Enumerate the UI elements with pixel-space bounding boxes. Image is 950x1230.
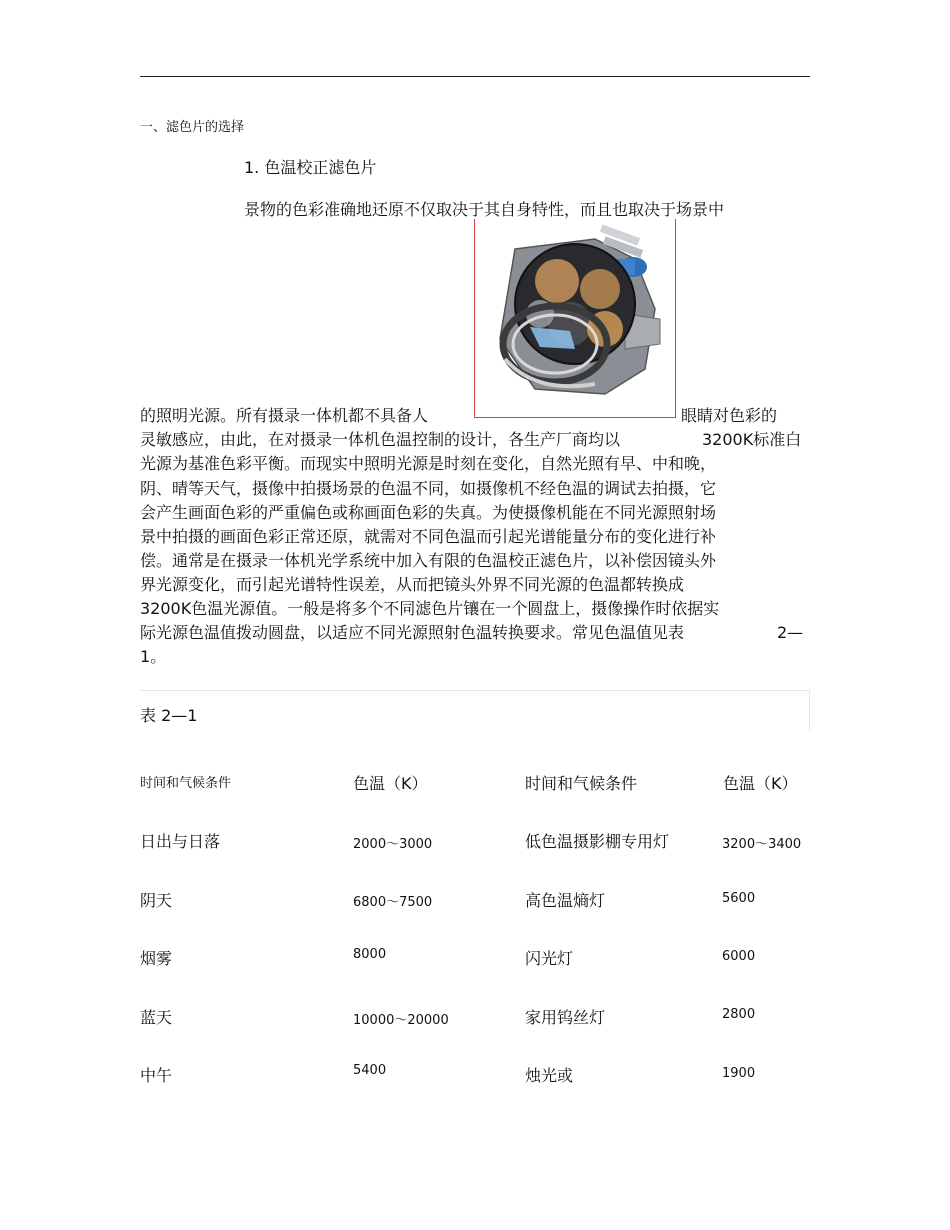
table-cell: 6800～7500: [353, 895, 433, 910]
paragraph-line-10: 3200K色温光源值。一般是将多个不同滤色片镶在一个圆盘上，摄像操作时依据实: [140, 599, 720, 618]
table-cell: 家用钨丝灯: [525, 1008, 606, 1027]
table-cell: 高色温熵灯: [525, 891, 606, 910]
table-cell: 闪光灯: [525, 949, 574, 968]
section-heading: 一、滤色片的选择: [140, 120, 245, 135]
table-cell: 3200～3400: [722, 837, 802, 852]
paragraph-line-7: 景中拍摄的画面色彩正常还原，就需对不同色温而引起光谱能量分布的变化进行补: [140, 527, 717, 546]
table-cell: 2000～3000: [353, 837, 433, 852]
table-caption-frame: [140, 690, 810, 730]
table-cell: 6000: [722, 949, 756, 964]
paragraph-line-9: 界光源变化，而引起光谱特性误差，从而把镜头外界不同光源的色温都转换成: [140, 575, 685, 594]
table-header-temp-2: 色温（K）: [723, 774, 798, 793]
paragraph-line-3: 灵敏感应，由此，在对摄录一体机色温控制的设计，各生产厂商均以 3200K标准白: [140, 430, 802, 449]
table-header-temp-1: 色温（K）: [353, 774, 428, 793]
table-header-condition-2: 时间和气候条件: [525, 774, 638, 793]
table-cell: 1900: [722, 1066, 756, 1081]
table-cell: 10000～20000: [353, 1013, 449, 1028]
table-cell: 5400: [353, 1063, 387, 1078]
table-cell: 低色温摄影棚专用灯: [525, 832, 670, 851]
table-header-condition-1: 时间和气候条件: [140, 776, 232, 791]
table-cell: 日出与日落: [140, 832, 221, 851]
table-cell: 5600: [722, 891, 756, 906]
table-cell: 烛光或: [525, 1066, 574, 1085]
paragraph-line-8: 偿。通常是在摄录一体机光学系统中加入有限的色温校正滤色片，以补偿因镜头外: [140, 551, 717, 570]
header-rule: [140, 76, 810, 77]
table-cell: 阴天: [140, 891, 173, 910]
table-cell: 中午: [140, 1066, 173, 1085]
table-cell: 2800: [722, 1007, 756, 1022]
table-caption: 表 2—1: [140, 706, 198, 725]
filter-wheel-figure: [474, 219, 676, 418]
paragraph-line-4: 光源为基准色彩平衡。而现实中照明光源是时刻在变化，自然光照有早、中和晚，: [140, 454, 717, 473]
subsection-heading: 1. 色温校正滤色片: [244, 158, 377, 177]
paragraph-line-6: 会产生画面色彩的严重偏色或称画面色彩的失真。为使摄像机能在不同光源照射场: [140, 503, 717, 522]
paragraph-line-1: 景物的色彩准确地还原不仅取决于其自身特性，而且也取决于场景中: [244, 200, 725, 219]
table-cell: 8000: [353, 947, 387, 962]
paragraph-line-12: 1。: [140, 647, 167, 666]
paragraph-line-5: 阴、晴等天气，摄像中拍摄场景的色温不同，如摄像机不经色温的调试去拍摄，它: [140, 479, 717, 498]
table-cell: 烟雾: [140, 949, 173, 968]
paragraph-line-2: 的照明光源。所有摄录一体机都不具备人 眼睛对色彩的: [140, 406, 778, 425]
table-cell: 蓝天: [140, 1008, 173, 1027]
paragraph-line-11: 际光源色温值拨动圆盘，以适应不同光源照射色温转换要求。常见色温值见表 2—: [140, 623, 804, 642]
filter-wheel-illustration-icon: [475, 219, 677, 418]
